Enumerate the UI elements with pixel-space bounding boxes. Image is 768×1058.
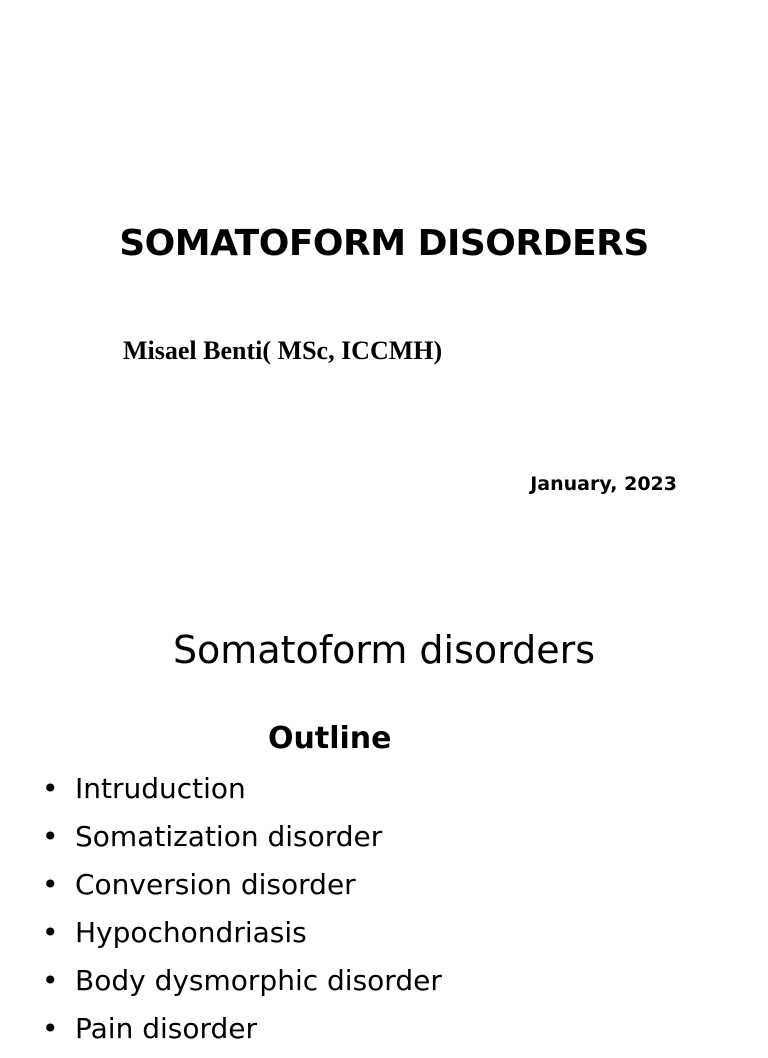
list-item-text: Somatization disorder [75,820,383,853]
author-name: Misael Benti( MSc, ICCMH) [123,336,443,365]
list-item [42,962,442,1010]
slide-title: SOMATOFORM DISORDERS [119,223,649,264]
bullet-icon: • [42,916,59,949]
presentation-date: January, 2023 [530,473,677,495]
list-item [42,866,442,914]
slide-title: Somatoform disorders [172,628,596,672]
list-item [42,1010,442,1058]
list-item [42,770,442,818]
list-item-text: Hypochondriasis [75,916,307,949]
bullet-icon: • [42,1012,59,1045]
outline-heading: Outline [268,721,392,756]
bullet-icon: • [42,964,59,997]
list-item-text: Intruduction [75,772,246,805]
list-item [42,818,442,866]
bullet-icon: • [42,772,59,805]
list-item-text: Conversion disorder [75,868,356,901]
bullet-icon: • [42,868,59,901]
bullet-icon: • [42,820,59,853]
list-item-text: Pain disorder [75,1012,258,1045]
outline-list [42,770,442,1058]
list-item-text: Body dysmorphic disorder [75,964,442,997]
outline-slide [0,576,768,1045]
list-item [42,914,442,962]
